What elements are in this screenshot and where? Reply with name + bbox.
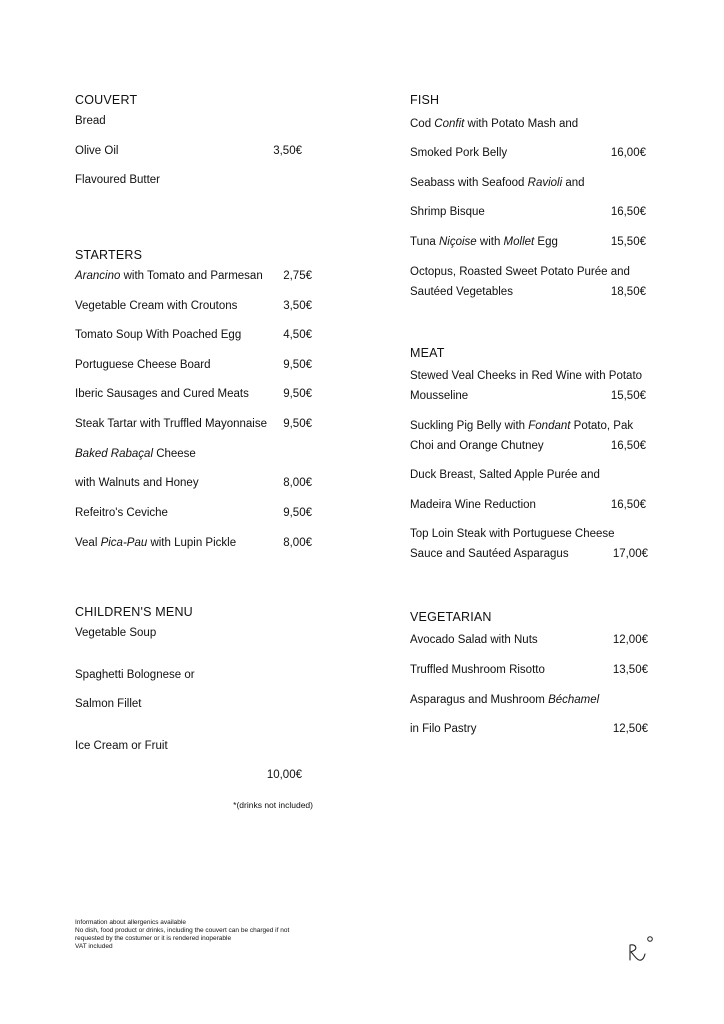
menu-item-name: Duck Breast, Salted Apple Purée and bbox=[410, 469, 600, 481]
menu-item-price: 2,75€ bbox=[283, 270, 312, 282]
menu-item-price: 9,50€ bbox=[283, 418, 312, 430]
italic-term: Fondant bbox=[528, 420, 571, 432]
section-heading-couvert: COUVERT bbox=[75, 93, 138, 107]
menu-item-price: 18,50€ bbox=[610, 286, 646, 298]
menu-item-name: Veal Pica-Pau with Lupin Pickle bbox=[75, 537, 237, 549]
italic-term: Pica-Pau bbox=[100, 537, 148, 549]
section-heading-starters: STARTERS bbox=[75, 248, 143, 262]
italic-term: Ravioli bbox=[527, 177, 563, 189]
menu-item-price: 9,50€ bbox=[283, 388, 312, 400]
footer-note: requested by the costumer or it is rendered inoperable bbox=[75, 935, 232, 942]
menu-item-name-line2: with Walnuts and Honey bbox=[75, 477, 199, 489]
menu-item-name: Asparagus and Mushroom Béchamel bbox=[410, 694, 600, 706]
menu-item-name: Baked Rabaçal Cheese bbox=[75, 448, 196, 460]
menu-item-name: Olive Oil bbox=[75, 145, 119, 157]
menu-item-name: Tomato Soup With Poached Egg bbox=[75, 329, 242, 341]
menu-item-name: Arancino with Tomato and Parmesan bbox=[75, 270, 263, 282]
menu-item-name: Tuna Niçoise with Mollet Egg bbox=[410, 236, 558, 248]
menu-item-name: Spaghetti Bolognese or bbox=[75, 669, 195, 681]
drinks-note: *(drinks not included) bbox=[233, 800, 313, 810]
italic-term: Baked Rabaçal bbox=[75, 448, 153, 460]
menu-item-name: Vegetable Cream with Croutons bbox=[75, 300, 238, 312]
menu-item-price: 15,50€ bbox=[610, 236, 646, 248]
menu-item-price: 15,50€ bbox=[610, 390, 646, 402]
menu-item-price: 9,50€ bbox=[283, 359, 312, 371]
menu-item-name-line2: Sauce and Sautéed Asparagus bbox=[410, 548, 569, 560]
menu-item-name: Truffled Mushroom Risotto bbox=[410, 664, 545, 676]
italic-term: Arancino bbox=[75, 270, 121, 282]
menu-item-name-line2: Mousseline bbox=[410, 390, 469, 402]
menu-item-name: Iberic Sausages and Cured Meats bbox=[75, 388, 249, 400]
menu-item-name: Top Loin Steak with Portuguese Cheese bbox=[410, 528, 615, 540]
menu-item-price: 16,50€ bbox=[610, 440, 646, 452]
menu-item-price: 16,50€ bbox=[610, 206, 646, 218]
menu-item-name: Portuguese Cheese Board bbox=[75, 359, 211, 371]
menu-item-name: Refeitro's Ceviche bbox=[75, 507, 168, 519]
section-heading-fish: FISH bbox=[410, 93, 440, 107]
menu-item-name-line2: Choi and Orange Chutney bbox=[410, 440, 544, 452]
menu-item-name: Bread bbox=[75, 115, 106, 127]
menu-item-name-line2: Madeira Wine Reduction bbox=[410, 499, 536, 511]
menu-item-name: Stewed Veal Cheeks in Red Wine with Potato bbox=[410, 370, 643, 382]
menu-item-price: 3,50€ bbox=[283, 300, 312, 312]
menu-item-price: 16,50€ bbox=[610, 499, 646, 511]
footer-note: Information about allergenics available bbox=[75, 919, 186, 926]
menu-item-price: 4,50€ bbox=[283, 329, 312, 341]
menu-item-name: Vegetable Soup bbox=[75, 627, 157, 639]
menu-item-name-line2: Shrimp Bisque bbox=[410, 206, 485, 218]
italic-term: Confit bbox=[434, 118, 465, 130]
menu-item-name: Avocado Salad with Nuts bbox=[410, 634, 538, 646]
menu-item-price: 8,00€ bbox=[283, 477, 312, 489]
menu-item-name: Suckling Pig Belly with Fondant Potato, Pak bbox=[410, 420, 634, 432]
menu-item-price: 3,50€ bbox=[273, 145, 302, 157]
menu-item-name: Steak Tartar with Truffled Mayonnaise bbox=[75, 418, 267, 430]
menu-item-price: 13,50€ bbox=[612, 664, 648, 676]
footer-note: VAT included bbox=[75, 943, 113, 950]
menu-item-price: 10,00€ bbox=[266, 769, 302, 781]
menu-item-name-line2: Sautéed Vegetables bbox=[410, 286, 513, 298]
menu-item-price: 8,00€ bbox=[283, 537, 312, 549]
footer-note: No dish, food product or drinks, including the couvert can be charged if not bbox=[75, 927, 290, 934]
section-heading-meat: MEAT bbox=[410, 346, 445, 360]
menu-item-name: Cod Confit with Potato Mash and bbox=[410, 118, 579, 130]
restaurant-logo bbox=[624, 934, 656, 964]
menu-item-name: Salmon Fillet bbox=[75, 698, 142, 710]
section-heading-vegetarian: VEGETARIAN bbox=[410, 610, 492, 624]
italic-term: Mollet bbox=[503, 236, 535, 248]
section-heading-children: CHILDREN'S MENU bbox=[75, 605, 193, 619]
menu-item-price: 17,00€ bbox=[612, 548, 648, 560]
menu-item-name-line2: Smoked Pork Belly bbox=[410, 147, 508, 159]
menu-item-price: 16,00€ bbox=[610, 147, 646, 159]
menu-item-price: 12,00€ bbox=[612, 634, 648, 646]
menu-item-price: 12,50€ bbox=[612, 723, 648, 735]
menu-item-name: Octopus, Roasted Sweet Potato Purée and bbox=[410, 266, 630, 278]
menu-item-name: Flavoured Butter bbox=[75, 174, 161, 186]
menu-item-price: 9,50€ bbox=[283, 507, 312, 519]
menu-item-name: Ice Cream or Fruit bbox=[75, 740, 168, 752]
italic-term: Béchamel bbox=[548, 694, 600, 706]
italic-term: Niçoise bbox=[438, 236, 477, 248]
menu-item-name-line2: in Filo Pastry bbox=[410, 723, 477, 735]
menu-item-name: Seabass with Seafood Ravioli and bbox=[410, 177, 585, 189]
